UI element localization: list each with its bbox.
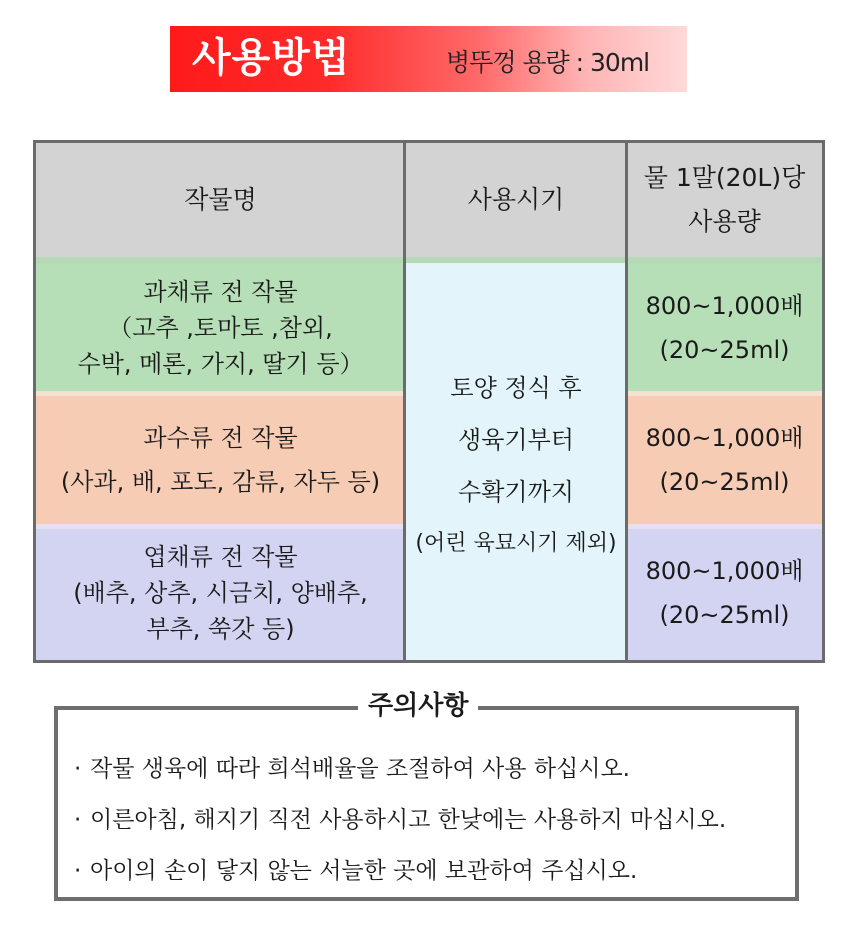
dilution-ratio: 800~1,000배 — [645, 423, 804, 452]
row-divider — [627, 391, 822, 396]
crop-name: 엽채류 전 작물 — [143, 543, 298, 571]
caution-item — [74, 854, 637, 888]
banner-title: 사용방법 — [192, 35, 351, 81]
header-crop — [36, 143, 405, 263]
cap-volume-text: 병뚜껑 용량 : 30ml — [446, 48, 650, 77]
crop-row-fruit-trees — [36, 393, 405, 526]
caution-text: 이른아침, 해지기 직전 사용하시고 한낮에는 사용하지 마십시오. — [90, 807, 727, 833]
crop-examples: (사과, 배, 포도, 감류, 자두 등) — [60, 467, 381, 496]
usage-period-cell — [405, 263, 627, 660]
caution-text: 아이의 손이 닿지 않는 서늘한 곳에 보관하여 주십시오. — [90, 858, 638, 884]
bullet-icon: · — [74, 807, 82, 833]
row-divider — [627, 524, 822, 529]
dilution-ratio: 800~1,000배 — [645, 292, 804, 320]
header-dose-label-1: 물 1말(20L)당 — [643, 163, 806, 192]
dose-amount: (20~25ml) — [659, 467, 790, 496]
period-line: 생육기부터 — [458, 425, 574, 454]
crop-examples: (배추, 상추, 시금치, 양배추, — [73, 579, 368, 607]
caution-title: 주의사항 — [358, 688, 478, 724]
crop-name: 과채류 전 작물 — [143, 278, 298, 306]
crop-row-leafy-vegetables — [36, 526, 405, 660]
caution-item — [74, 803, 726, 837]
column-divider — [403, 143, 406, 660]
caution-item — [74, 752, 630, 786]
dose-row-2 — [627, 393, 822, 526]
header-period-label: 사용시기 — [467, 185, 565, 214]
dose-row-1 — [627, 263, 822, 393]
dose-amount: (20~25ml) — [659, 336, 790, 364]
period-note: (어린 육묘시기 제외) — [415, 530, 617, 556]
dose-row-3 — [627, 526, 822, 660]
title-banner — [170, 26, 687, 92]
period-line: 수확기까지 — [458, 477, 574, 506]
crop-name: 과수류 전 작물 — [143, 423, 298, 452]
caution-text: 작물 생육에 따라 희석배율을 조절하여 사용 하십시오. — [90, 756, 630, 782]
row-divider — [36, 391, 405, 396]
column-divider — [625, 143, 628, 660]
crop-examples: 부추, 쑥갓 등) — [146, 615, 295, 643]
usage-table — [33, 140, 825, 663]
crop-examples: 수박, 메론, 가지, 딸기 등） — [77, 350, 364, 378]
header-period — [405, 143, 627, 263]
dilution-ratio: 800~1,000배 — [645, 557, 804, 585]
crop-examples: （고추 ,토마토 ,참외, — [108, 314, 333, 342]
dose-amount: (20~25ml) — [659, 601, 790, 629]
bullet-icon: · — [74, 756, 82, 782]
row-divider — [36, 524, 405, 529]
crop-row-fruit-vegetables — [36, 263, 405, 393]
header-dose-label-2: 사용량 — [688, 207, 761, 236]
header-crop-label: 작물명 — [184, 185, 257, 214]
header-dose — [627, 143, 822, 263]
period-line: 토양 정식 후 — [450, 373, 582, 402]
bullet-icon: · — [74, 858, 82, 884]
